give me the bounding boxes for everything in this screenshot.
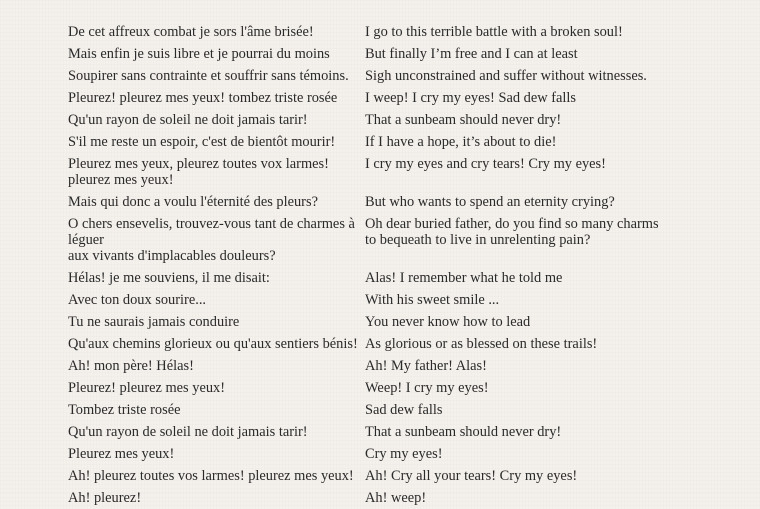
english-line: That a sunbeam should never dry! xyxy=(365,112,562,128)
poem-line xyxy=(0,487,760,509)
french-line: De cet affreux combat je sors l'âme brisée! xyxy=(68,24,314,40)
english-line: If I have a hope, it’s about to die! xyxy=(365,134,557,150)
poem-line xyxy=(0,153,760,191)
english-line: With his sweet smile ... xyxy=(365,292,500,308)
poem-line xyxy=(0,21,760,43)
english-line: Weep! I cry my eyes! xyxy=(365,380,489,396)
english-line: Ah! weep! xyxy=(365,490,427,506)
french-line: Ah! pleurez toutes vos larmes! pleurez mes yeux! xyxy=(68,468,354,484)
poem-line xyxy=(0,213,760,267)
french-line: Mais qui donc a voulu l'éternité des pleurs? xyxy=(68,194,318,210)
english-line: But finally I’m free and I can at least xyxy=(365,46,578,62)
french-line: Pleurez mes yeux, pleurez toutes vox larmes! pleurez mes yeux! xyxy=(68,156,329,188)
poem-line xyxy=(0,289,760,311)
french-line: Hélas! je me souviens, il me disait: xyxy=(68,270,270,286)
french-line: Qu'un rayon de soleil ne doit jamais tarir! xyxy=(68,424,308,440)
english-line: You never know how to lead xyxy=(365,314,531,330)
french-line: Avec ton doux sourire... xyxy=(68,292,207,308)
english-line: Oh dear buried father, do you find so many charms to bequeath to live in unrelenting pain? xyxy=(365,216,659,248)
french-line: Soupirer sans contrainte et souffrir sans témoins. xyxy=(68,68,349,84)
french-line: Ah! pleurez! xyxy=(68,490,142,506)
french-line: Mais enfin je suis libre et je pourrai du moins xyxy=(68,46,330,62)
poem-line xyxy=(0,443,760,465)
english-line: But who wants to spend an eternity crying? xyxy=(365,194,615,210)
english-line: Alas! I remember what he told me xyxy=(365,270,563,286)
french-line: Pleurez! pleurez mes yeux! tombez triste rosée xyxy=(68,90,338,106)
french-line: Ah! mon père! Hélas! xyxy=(68,358,194,374)
poem-line xyxy=(0,311,760,333)
english-line: I cry my eyes and cry tears! Cry my eyes! xyxy=(365,156,606,172)
french-line: Pleurez! pleurez mes yeux! xyxy=(68,380,226,396)
english-line: Ah! Cry all your tears! Cry my eyes! xyxy=(365,468,578,484)
poem-line xyxy=(0,333,760,355)
poem-line xyxy=(0,43,760,65)
poem-line xyxy=(0,109,760,131)
poem-line xyxy=(0,377,760,399)
bilingual-poem xyxy=(0,21,760,509)
french-line: Pleurez mes yeux! xyxy=(68,446,175,462)
french-line: Tu ne saurais jamais conduire xyxy=(68,314,240,330)
french-line: O chers ensevelis, trouvez-vous tant de charmes à léguer aux vivants d'implacables douleurs? xyxy=(68,216,355,264)
poem-line xyxy=(0,399,760,421)
french-line: Qu'un rayon de soleil ne doit jamais tarir! xyxy=(68,112,308,128)
english-line: As glorious or as blessed on these trails! xyxy=(365,336,598,352)
english-line: Sad dew falls xyxy=(365,402,443,418)
poem-line xyxy=(0,465,760,487)
english-line: Cry my eyes! xyxy=(365,446,443,462)
french-line: Tombez triste rosée xyxy=(68,402,181,418)
poem-line xyxy=(0,355,760,377)
english-line: Ah! My father! Alas! xyxy=(365,358,487,374)
english-line: I weep! I cry my eyes! Sad dew falls xyxy=(365,90,576,106)
poem-line xyxy=(0,191,760,213)
poem-line xyxy=(0,131,760,153)
poem-line xyxy=(0,65,760,87)
english-line: Sigh unconstrained and suffer without witnesses. xyxy=(365,68,647,84)
french-line: Qu'aux chemins glorieux ou qu'aux sentiers bénis! xyxy=(68,336,358,352)
poem-line xyxy=(0,421,760,443)
poem-line xyxy=(0,267,760,289)
poem-line xyxy=(0,87,760,109)
english-line: I go to this terrible battle with a broken soul! xyxy=(365,24,623,40)
french-line: S'il me reste un espoir, c'est de bientôt mourir! xyxy=(68,134,336,150)
english-line: That a sunbeam should never dry! xyxy=(365,424,562,440)
